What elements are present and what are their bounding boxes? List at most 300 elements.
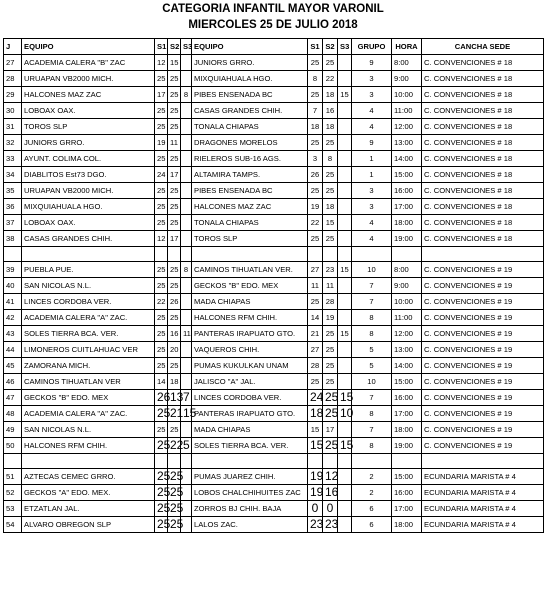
court: C. CONVENCIONES # 19 bbox=[422, 262, 544, 278]
court: C. CONVENCIONES # 18 bbox=[422, 215, 544, 231]
team2-set2: 17 bbox=[323, 422, 338, 438]
match-number: 40 bbox=[4, 278, 22, 294]
team1-set2: 25 bbox=[168, 501, 181, 517]
group: 3 bbox=[352, 199, 392, 215]
group: 7 bbox=[352, 294, 392, 310]
time: 8:00 bbox=[392, 55, 422, 71]
team2-set1: 25 bbox=[308, 135, 323, 151]
team1-set1: 25 bbox=[155, 485, 168, 501]
header-cancha: CANCHA SEDE bbox=[422, 39, 544, 55]
match-number: 34 bbox=[4, 167, 22, 183]
match-number: 48 bbox=[4, 406, 22, 422]
team2-set2: 19 bbox=[323, 310, 338, 326]
match-number: 37 bbox=[4, 215, 22, 231]
group: 8 bbox=[352, 310, 392, 326]
team2-name: ZORROS BJ CHIH. BAJA bbox=[192, 501, 308, 517]
match-number: 27 bbox=[4, 55, 22, 71]
time: 10:00 bbox=[392, 87, 422, 103]
group: 4 bbox=[352, 231, 392, 247]
header-s1: S1 bbox=[155, 39, 168, 55]
team1-set2: 25 bbox=[168, 262, 181, 278]
header-hora: HORA bbox=[392, 39, 422, 55]
team1-set2: 25 bbox=[168, 183, 181, 199]
match-number: 41 bbox=[4, 294, 22, 310]
team1-set3: 15 bbox=[181, 406, 192, 422]
team1-set1: 26 bbox=[155, 390, 168, 406]
team2-name: TOROS SLP bbox=[192, 231, 308, 247]
court: C. CONVENCIONES # 18 bbox=[422, 71, 544, 87]
team2-set2: 23 bbox=[323, 262, 338, 278]
group: 10 bbox=[352, 374, 392, 390]
team1-set1: 25 bbox=[155, 501, 168, 517]
team2-name: PUMAS JUAREZ CHIH. bbox=[192, 469, 308, 485]
group-separator bbox=[4, 247, 544, 262]
group: 7 bbox=[352, 390, 392, 406]
team1-set1: 25 bbox=[155, 326, 168, 342]
match-number: 49 bbox=[4, 422, 22, 438]
team1-set3 bbox=[181, 119, 192, 135]
page-title: CATEGORIA INFANTIL MAYOR VARONIL bbox=[162, 3, 384, 15]
table-row bbox=[4, 199, 544, 215]
team1-name: CAMINOS TIHUATLAN VER bbox=[22, 374, 155, 390]
separator-cell bbox=[181, 247, 192, 262]
team2-set3 bbox=[338, 517, 352, 533]
team2-set3 bbox=[338, 485, 352, 501]
team1-set3 bbox=[181, 103, 192, 119]
team1-name: ACADEMIA CALERA "B" ZAC bbox=[22, 55, 155, 71]
team2-set1: 15 bbox=[308, 438, 323, 454]
separator-cell bbox=[338, 247, 352, 262]
time: 16:00 bbox=[392, 390, 422, 406]
team2-set2: 12 bbox=[323, 469, 338, 485]
table-row bbox=[4, 422, 544, 438]
team2-name: CASAS GRANDES CHIH. bbox=[192, 103, 308, 119]
team2-name: MADA CHIAPAS bbox=[192, 422, 308, 438]
team2-set2: 16 bbox=[323, 485, 338, 501]
team1-name: SAN NICOLAS N.L. bbox=[22, 278, 155, 294]
team2-set1: 28 bbox=[308, 358, 323, 374]
team1-set1: 12 bbox=[155, 231, 168, 247]
team2-name: PUMAS KUKULKAN UNAM bbox=[192, 358, 308, 374]
team2-name: GECKOS "B" EDO. MEX bbox=[192, 278, 308, 294]
group: 2 bbox=[352, 485, 392, 501]
team2-name: TONALA CHIAPAS bbox=[192, 215, 308, 231]
team2-set2: 25 bbox=[323, 135, 338, 151]
team2-name: DRAGONES MORELOS bbox=[192, 135, 308, 151]
team2-set2: 28 bbox=[323, 294, 338, 310]
team1-set2: 25 bbox=[168, 103, 181, 119]
table-row bbox=[4, 469, 544, 485]
court: C. CONVENCIONES # 19 bbox=[422, 422, 544, 438]
team1-set3 bbox=[181, 231, 192, 247]
table-row bbox=[4, 119, 544, 135]
team2-set2: 18 bbox=[323, 199, 338, 215]
team2-set1: 25 bbox=[308, 183, 323, 199]
time: 8:00 bbox=[392, 262, 422, 278]
team2-set2: 25 bbox=[323, 231, 338, 247]
team2-set3 bbox=[338, 501, 352, 517]
team2-set1: 7 bbox=[308, 103, 323, 119]
team2-name: PIBES ENSENADA BC bbox=[192, 183, 308, 199]
team1-name: LINCES CORDOBA VER. bbox=[22, 294, 155, 310]
team1-name: URUAPAN VB2000 MICH. bbox=[22, 183, 155, 199]
court: ECUNDARIA MARISTA # 4 bbox=[422, 469, 544, 485]
team2-set1: 19 bbox=[308, 485, 323, 501]
court: C. CONVENCIONES # 19 bbox=[422, 438, 544, 454]
team1-name: LIMONEROS CUITLAHUAC VER bbox=[22, 342, 155, 358]
team1-name: HALCONES RFM CHIH. bbox=[22, 438, 155, 454]
time: 13:00 bbox=[392, 135, 422, 151]
match-number: 29 bbox=[4, 87, 22, 103]
group: 8 bbox=[352, 438, 392, 454]
team1-set3 bbox=[181, 215, 192, 231]
time: 16:00 bbox=[392, 183, 422, 199]
team1-set1: 25 bbox=[155, 71, 168, 87]
table-row bbox=[4, 438, 544, 454]
team1-set2: 15 bbox=[168, 55, 181, 71]
team2-set3: 15 bbox=[338, 326, 352, 342]
team1-set1: 24 bbox=[155, 167, 168, 183]
team2-set1: 27 bbox=[308, 262, 323, 278]
team2-set3 bbox=[338, 215, 352, 231]
table-row bbox=[4, 87, 544, 103]
team1-set1: 25 bbox=[155, 151, 168, 167]
page-subtitle: MIERCOLES 25 DE JULIO 2018 bbox=[188, 19, 358, 31]
team1-set3 bbox=[181, 310, 192, 326]
team2-set1: 25 bbox=[308, 231, 323, 247]
team2-set3: 15 bbox=[338, 438, 352, 454]
separator-cell bbox=[155, 454, 168, 469]
separator-cell bbox=[392, 454, 422, 469]
team1-name: AYUNT. COLIMA COL. bbox=[22, 151, 155, 167]
team2-set3 bbox=[338, 342, 352, 358]
table-row bbox=[4, 183, 544, 199]
team2-set2: 25 bbox=[323, 406, 338, 422]
team1-set3 bbox=[181, 199, 192, 215]
team2-set3 bbox=[338, 119, 352, 135]
group: 8 bbox=[352, 406, 392, 422]
time: 16:00 bbox=[392, 485, 422, 501]
team1-name: ZAMORANA MICH. bbox=[22, 358, 155, 374]
group: 2 bbox=[352, 469, 392, 485]
header-s2-2: S2 bbox=[323, 39, 338, 55]
team2-set2: 15 bbox=[323, 215, 338, 231]
court: C. CONVENCIONES # 18 bbox=[422, 167, 544, 183]
team1-name: MIXQUIAHUALA HGO. bbox=[22, 199, 155, 215]
team1-name: GECKOS "B" EDO. MEX bbox=[22, 390, 155, 406]
group: 5 bbox=[352, 342, 392, 358]
team2-set3 bbox=[338, 135, 352, 151]
table-row bbox=[4, 358, 544, 374]
team2-set2: 25 bbox=[323, 342, 338, 358]
court: C. CONVENCIONES # 19 bbox=[422, 326, 544, 342]
separator-cell bbox=[308, 247, 323, 262]
table-row bbox=[4, 310, 544, 326]
court: C. CONVENCIONES # 18 bbox=[422, 151, 544, 167]
group: 6 bbox=[352, 501, 392, 517]
header-s1-2: S1 bbox=[308, 39, 323, 55]
team1-set1: 22 bbox=[155, 294, 168, 310]
team2-name: PANTERAS IRAPUATO GTO. bbox=[192, 326, 308, 342]
team1-set2: 21 bbox=[168, 406, 181, 422]
time: 12:00 bbox=[392, 326, 422, 342]
group: 7 bbox=[352, 278, 392, 294]
schedule-table bbox=[3, 38, 544, 533]
team1-set2: 20 bbox=[168, 342, 181, 358]
match-number: 32 bbox=[4, 135, 22, 151]
team2-set1: 22 bbox=[308, 215, 323, 231]
team1-set2: 25 bbox=[168, 199, 181, 215]
team2-name: HALCONES MAZ ZAC bbox=[192, 199, 308, 215]
team2-name: MADA CHIAPAS bbox=[192, 294, 308, 310]
match-number: 42 bbox=[4, 310, 22, 326]
team2-set2: 22 bbox=[323, 71, 338, 87]
match-number: 51 bbox=[4, 469, 22, 485]
time: 15:00 bbox=[392, 167, 422, 183]
team2-set1: 18 bbox=[308, 406, 323, 422]
separator-cell bbox=[338, 454, 352, 469]
header-row bbox=[4, 39, 544, 55]
team2-set3 bbox=[338, 358, 352, 374]
team1-set1: 25 bbox=[155, 469, 168, 485]
team1-set3: 8 bbox=[181, 87, 192, 103]
time: 17:00 bbox=[392, 501, 422, 517]
court: C. CONVENCIONES # 18 bbox=[422, 199, 544, 215]
team1-set1: 25 bbox=[155, 215, 168, 231]
court: ECUNDARIA MARISTA # 4 bbox=[422, 485, 544, 501]
team1-name: SAN NICOLAS N.L. bbox=[22, 422, 155, 438]
table-row bbox=[4, 167, 544, 183]
team1-set1: 17 bbox=[155, 87, 168, 103]
court: C. CONVENCIONES # 19 bbox=[422, 406, 544, 422]
group: 10 bbox=[352, 262, 392, 278]
group: 3 bbox=[352, 183, 392, 199]
team1-name: ACADEMIA CALERA "A" ZAC. bbox=[22, 406, 155, 422]
separator-cell bbox=[192, 454, 308, 469]
separator-cell bbox=[352, 454, 392, 469]
team1-set1: 25 bbox=[155, 183, 168, 199]
team1-set1: 25 bbox=[155, 438, 168, 454]
team2-name: JUNIORS GRRO. bbox=[192, 55, 308, 71]
team2-set3 bbox=[338, 278, 352, 294]
court: C. CONVENCIONES # 19 bbox=[422, 390, 544, 406]
team2-set3 bbox=[338, 374, 352, 390]
team1-set2: 25 bbox=[168, 119, 181, 135]
team2-name: LALOS ZAC. bbox=[192, 517, 308, 533]
team2-set2: 23 bbox=[323, 517, 338, 533]
team1-name: JUNIORS GRRO. bbox=[22, 135, 155, 151]
table-row bbox=[4, 501, 544, 517]
team2-set1: 21 bbox=[308, 326, 323, 342]
team1-set3: 5 bbox=[181, 438, 192, 454]
team1-set1: 25 bbox=[155, 119, 168, 135]
group: 4 bbox=[352, 215, 392, 231]
team2-set2: 16 bbox=[323, 103, 338, 119]
table-row bbox=[4, 71, 544, 87]
team2-set1: 19 bbox=[308, 199, 323, 215]
table-row bbox=[4, 326, 544, 342]
team2-set3 bbox=[338, 294, 352, 310]
match-number: 36 bbox=[4, 199, 22, 215]
table-row bbox=[4, 278, 544, 294]
team1-name: LOBOAX OAX. bbox=[22, 215, 155, 231]
team2-name: PANTERAS IRAPUATO GTO. bbox=[192, 406, 308, 422]
team2-set2: 8 bbox=[323, 151, 338, 167]
team1-set2: 25 bbox=[168, 485, 181, 501]
team2-set2: 25 bbox=[323, 167, 338, 183]
team2-set3 bbox=[338, 167, 352, 183]
team2-set1: 25 bbox=[308, 294, 323, 310]
time: 15:00 bbox=[392, 469, 422, 485]
court: C. CONVENCIONES # 19 bbox=[422, 374, 544, 390]
team1-name: URUAPAN VB2000 MICH. bbox=[22, 71, 155, 87]
match-number: 54 bbox=[4, 517, 22, 533]
match-number: 35 bbox=[4, 183, 22, 199]
court: ECUNDARIA MARISTA # 4 bbox=[422, 501, 544, 517]
team2-set2: 25 bbox=[323, 326, 338, 342]
team2-set2: 25 bbox=[323, 55, 338, 71]
court: C. CONVENCIONES # 19 bbox=[422, 294, 544, 310]
time: 18:00 bbox=[392, 422, 422, 438]
separator-cell bbox=[392, 247, 422, 262]
court: C. CONVENCIONES # 19 bbox=[422, 342, 544, 358]
time: 17:00 bbox=[392, 199, 422, 215]
team2-set3 bbox=[338, 71, 352, 87]
group: 3 bbox=[352, 71, 392, 87]
team1-name: TOROS SLP bbox=[22, 119, 155, 135]
team1-set1: 25 bbox=[155, 199, 168, 215]
group: 4 bbox=[352, 103, 392, 119]
team1-set3 bbox=[181, 135, 192, 151]
team2-set1: 11 bbox=[308, 278, 323, 294]
team1-set3 bbox=[181, 278, 192, 294]
header-equipo-1: EQUIPO bbox=[22, 39, 155, 55]
table-row bbox=[4, 262, 544, 278]
court: C. CONVENCIONES # 18 bbox=[422, 135, 544, 151]
team2-name: VAQUEROS CHIH. bbox=[192, 342, 308, 358]
team2-set2: 0 bbox=[323, 501, 338, 517]
header-equipo-2: EQUIPO bbox=[192, 39, 308, 55]
court: C. CONVENCIONES # 18 bbox=[422, 183, 544, 199]
team2-name: PIBES ENSENADA BC bbox=[192, 87, 308, 103]
separator-cell bbox=[352, 247, 392, 262]
time: 18:00 bbox=[392, 517, 422, 533]
group: 1 bbox=[352, 167, 392, 183]
team2-set1: 3 bbox=[308, 151, 323, 167]
team2-set3: 15 bbox=[338, 262, 352, 278]
separator-cell bbox=[181, 454, 192, 469]
court: C. CONVENCIONES # 18 bbox=[422, 119, 544, 135]
table-row bbox=[4, 215, 544, 231]
separator-cell bbox=[168, 454, 181, 469]
team1-set3: 7 bbox=[181, 390, 192, 406]
team1-set1: 25 bbox=[155, 103, 168, 119]
team2-set2: 11 bbox=[323, 278, 338, 294]
team2-set3: 15 bbox=[338, 87, 352, 103]
team1-set2: 25 bbox=[168, 278, 181, 294]
team2-name: CAMINOS TIHUATLAN VER. bbox=[192, 262, 308, 278]
team1-name: DIABLITOS Est73 DGO. bbox=[22, 167, 155, 183]
team1-set3 bbox=[181, 342, 192, 358]
table-row bbox=[4, 406, 544, 422]
time: 14:00 bbox=[392, 358, 422, 374]
team2-set3: 15 bbox=[338, 390, 352, 406]
separator-cell bbox=[168, 247, 181, 262]
table-row bbox=[4, 103, 544, 119]
time: 19:00 bbox=[392, 231, 422, 247]
team1-name: AZTECAS CEMEC GRRO. bbox=[22, 469, 155, 485]
team2-set3 bbox=[338, 422, 352, 438]
team1-set3 bbox=[181, 358, 192, 374]
team2-set1: 27 bbox=[308, 342, 323, 358]
header-grupo: GRUPO bbox=[352, 39, 392, 55]
match-number: 47 bbox=[4, 390, 22, 406]
team2-name: SOLES TIERRA BCA. VER. bbox=[192, 438, 308, 454]
team2-set2: 25 bbox=[323, 374, 338, 390]
header-s2: S2 bbox=[168, 39, 181, 55]
team2-set1: 25 bbox=[308, 374, 323, 390]
group: 6 bbox=[352, 517, 392, 533]
time: 11:00 bbox=[392, 310, 422, 326]
team2-set2: 25 bbox=[323, 358, 338, 374]
table-row bbox=[4, 390, 544, 406]
table-row bbox=[4, 517, 544, 533]
team2-set3: 10 bbox=[338, 406, 352, 422]
team1-set2: 25 bbox=[168, 87, 181, 103]
team1-name: HALCONES MAZ ZAC bbox=[22, 87, 155, 103]
team1-set2: 17 bbox=[168, 231, 181, 247]
team1-set3 bbox=[181, 374, 192, 390]
team1-set2: 22 bbox=[168, 438, 181, 454]
team2-set3 bbox=[338, 183, 352, 199]
match-number: 31 bbox=[4, 119, 22, 135]
table-row bbox=[4, 485, 544, 501]
team2-set3 bbox=[338, 151, 352, 167]
team1-name: SOLES TIERRA BCA. VER. bbox=[22, 326, 155, 342]
court: C. CONVENCIONES # 18 bbox=[422, 231, 544, 247]
team1-set2: 17 bbox=[168, 167, 181, 183]
team2-set2: 25 bbox=[323, 438, 338, 454]
team1-set3 bbox=[181, 422, 192, 438]
court: C. CONVENCIONES # 18 bbox=[422, 55, 544, 71]
team2-name: MIXQUIAHUALA HGO. bbox=[192, 71, 308, 87]
separator-cell bbox=[323, 247, 338, 262]
team1-set1: 25 bbox=[155, 406, 168, 422]
team1-name: ALVARO OBREGON SLP bbox=[22, 517, 155, 533]
team1-set3 bbox=[181, 294, 192, 310]
team1-set1: 25 bbox=[155, 278, 168, 294]
team1-set3 bbox=[181, 71, 192, 87]
team1-set2: 25 bbox=[168, 358, 181, 374]
team2-name: LINCES CORDOBA VER. bbox=[192, 390, 308, 406]
table-row bbox=[4, 135, 544, 151]
team1-set3 bbox=[181, 151, 192, 167]
team2-set3 bbox=[338, 55, 352, 71]
team2-set1: 19 bbox=[308, 469, 323, 485]
group-separator bbox=[4, 454, 544, 469]
team1-set3: 11 bbox=[181, 326, 192, 342]
team1-name: CASAS GRANDES CHIH. bbox=[22, 231, 155, 247]
team2-set1: 15 bbox=[308, 422, 323, 438]
separator-cell bbox=[155, 247, 168, 262]
team1-set2: 13 bbox=[168, 390, 181, 406]
table-row bbox=[4, 374, 544, 390]
team2-set3 bbox=[338, 310, 352, 326]
team1-name: ACADEMIA CALERA "A" ZAC. bbox=[22, 310, 155, 326]
team2-set3 bbox=[338, 103, 352, 119]
team1-set3: 8 bbox=[181, 262, 192, 278]
match-number: 46 bbox=[4, 374, 22, 390]
